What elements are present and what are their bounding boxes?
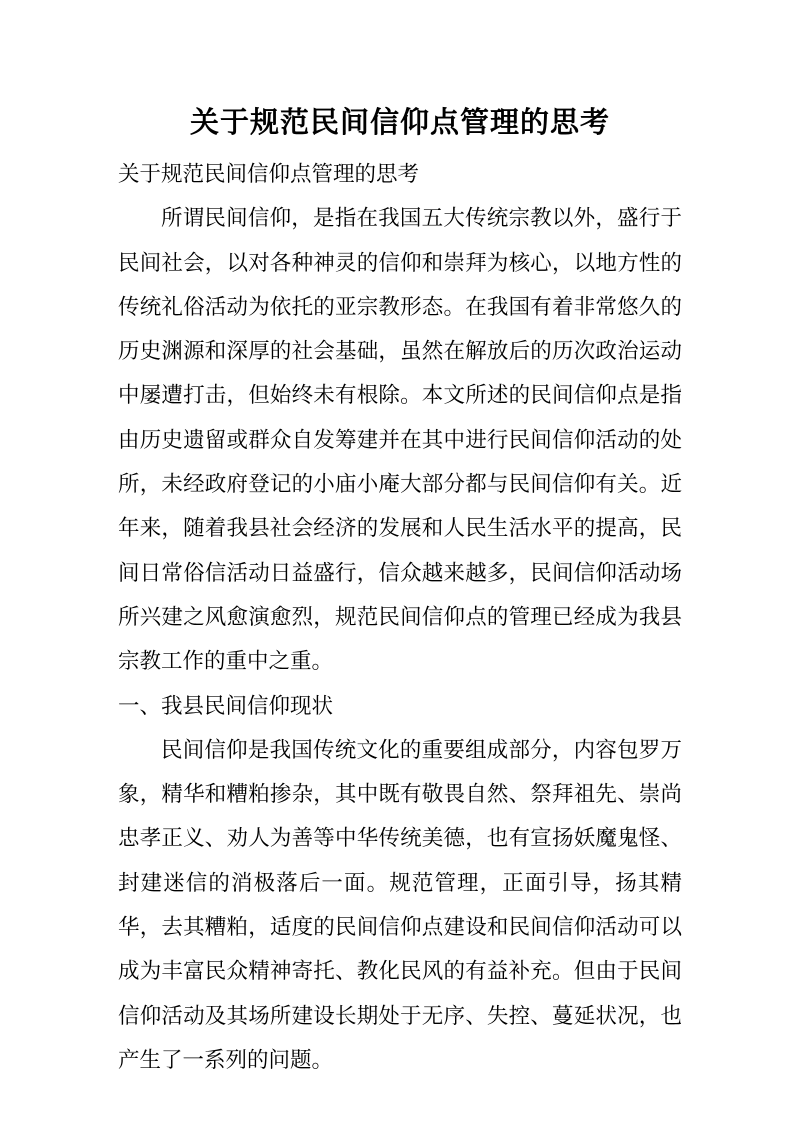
document-title: 关于规范民间信仰点管理的思考 <box>189 105 610 139</box>
document-subtitle: 关于规范民间信仰点管理的思考 <box>118 162 420 187</box>
section-heading-status: 一、我县民间信仰现状 <box>118 693 334 719</box>
paragraph-status: 民间信仰是我国传统文化的重要组成部分，内容包罗万象，精华和糟粕掺杂，其中既有敬畏自然、祭拜祖先、崇尚忠孝正义、劝人为善等中华传统美德，也有宣扬妖魔鬼怪、封建迷信的消极落后一面。规范管理，正面引导，扬其精华，去其糟粕，适度的民间信仰点建设和民间信仰活动可以成为丰富民众精神寄托、教化民风的有益补充。但由于民间信仰活动及其场所建设长期处于无序、失控、蔓延状况，也产生了一系列的问题。 <box>118 737 682 1073</box>
paragraph-intro: 所谓民间信仰，是指在我国五大传统宗教以外，盛行于民间社会，以对各种神灵的信仰和崇拜为核心，以地方性的传统礼俗活动为依托的亚宗教形态。在我国有着非常悠久的历史渊源和深厚的社会基础，虽然在解放后的历次政治运动中屡遭打击，但始终未有根除。本文所述的民间信仰点是指由历史遗留或群众自发筹建并在其中进行民间信仰活动的处所，未经政府登记的小庙小庵大部分都与民间信仰有关。近年来，随着我县社会经济的发展和人民生活水平的提高，民间日常俗信活动日益盛行，信众越来越多，民间信仰活动场所兴建之风愈演愈烈，规范民间信仰点的管理已经成为我县宗教工作的重中之重。 <box>118 206 682 675</box>
